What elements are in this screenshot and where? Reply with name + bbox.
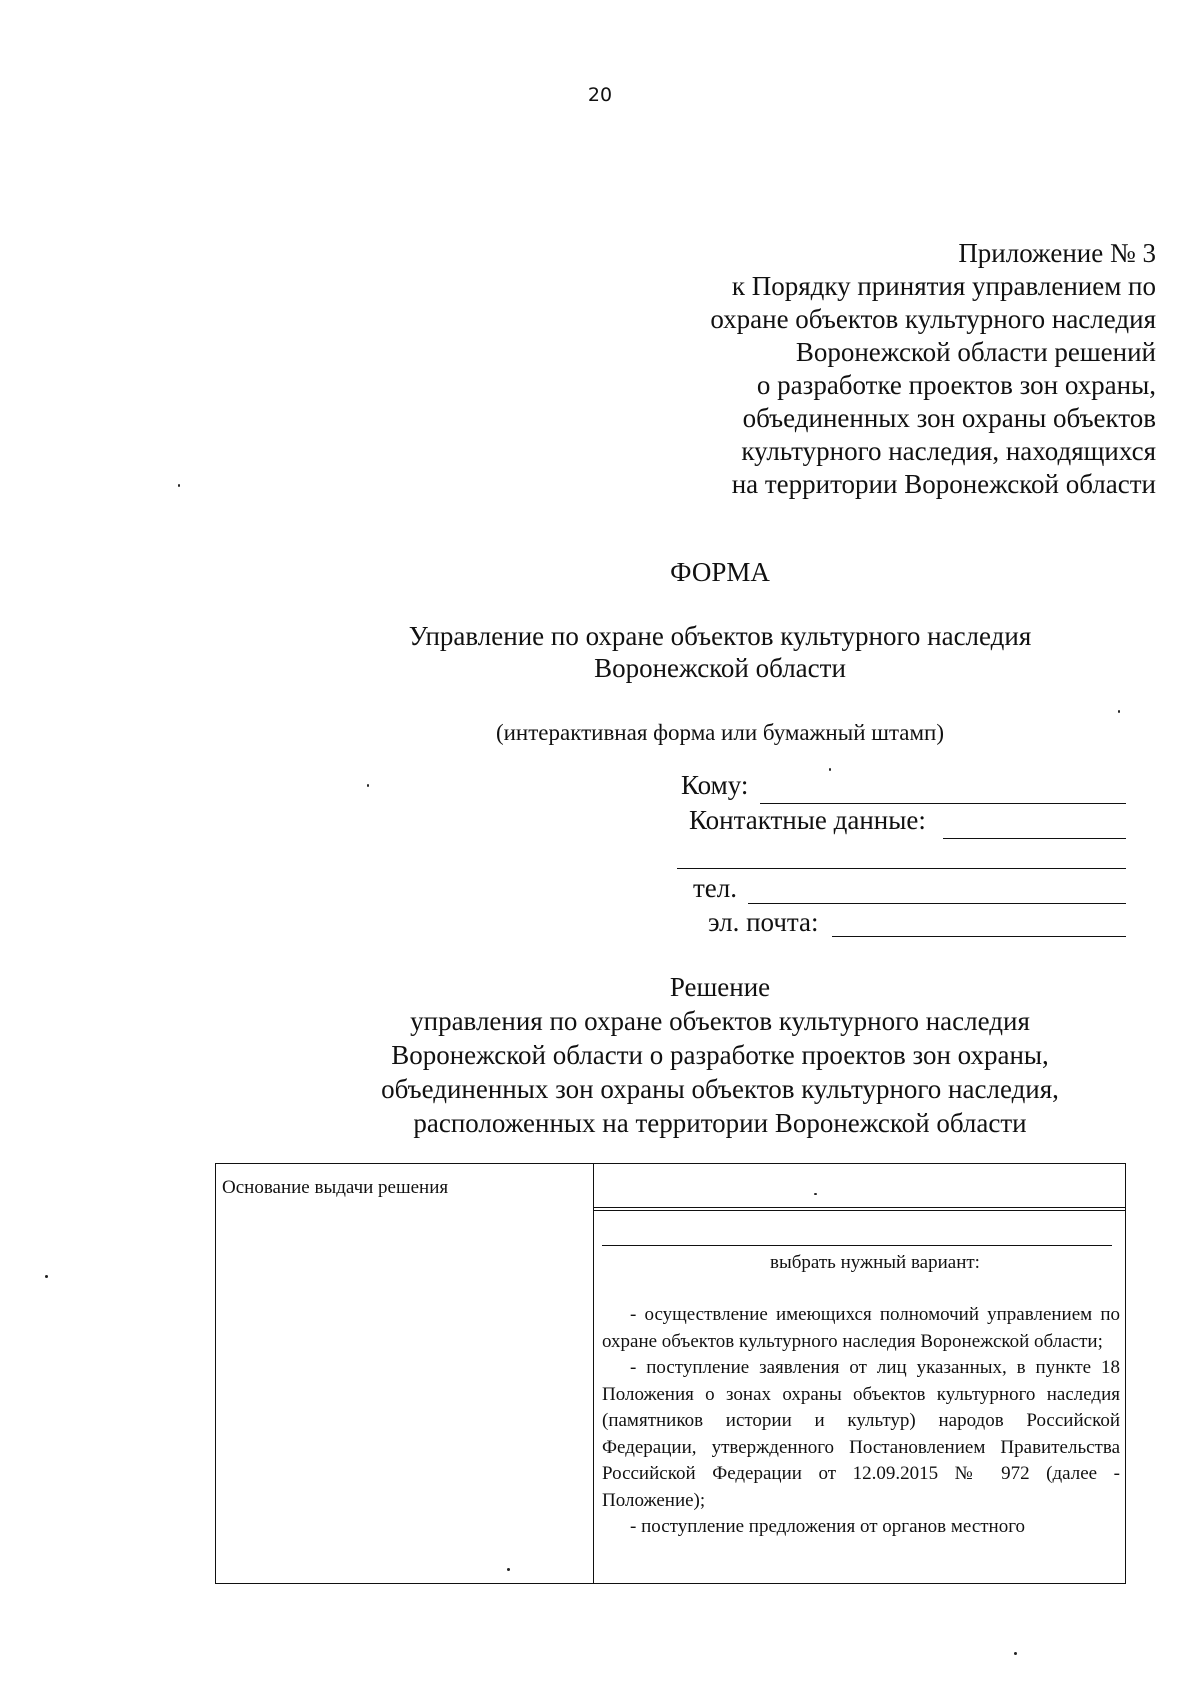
page-number: 20 xyxy=(587,84,613,106)
decision-line: объединенных зон охраны объектов культурного наследия, xyxy=(381,1074,1059,1104)
to-label: Кому: xyxy=(681,770,749,800)
email-label: эл. почта: xyxy=(708,907,819,937)
phone-field[interactable] xyxy=(748,903,1126,904)
email-field[interactable] xyxy=(832,936,1126,937)
scan-speck xyxy=(178,484,180,487)
appendix-line: Приложение № 3 xyxy=(958,238,1156,268)
appendix-line: охране объектов культурного наследия xyxy=(710,304,1156,334)
table-row-divider xyxy=(593,1207,1126,1208)
basis-label: Основание выдачи решения xyxy=(222,1177,449,1198)
scan-speck xyxy=(1118,710,1120,713)
scan-speck xyxy=(829,768,831,771)
appendix-line: объединенных зон охраны объектов xyxy=(742,403,1156,433)
scan-speck xyxy=(507,1568,510,1571)
appendix-line: на территории Воронежской области xyxy=(731,469,1156,499)
choice-hint: выбрать нужный вариант: xyxy=(770,1252,980,1273)
appendix-line: о разработке проектов зон охраны, xyxy=(756,370,1156,400)
decision-title: Решение xyxy=(669,972,771,1002)
scan-speck xyxy=(367,784,369,787)
decision-title-block xyxy=(0,970,1200,1140)
appendix-line: к Порядку принятия управлением по xyxy=(731,271,1156,301)
table-row-divider xyxy=(593,1210,1126,1211)
decision-line: Воронежской области о разработке проектов зон охраны, xyxy=(391,1040,1049,1070)
form-title: ФОРМА xyxy=(670,557,770,587)
to-field[interactable] xyxy=(760,803,1126,804)
appendix-header xyxy=(710,237,1156,501)
contacts-field[interactable] xyxy=(943,838,1126,839)
organization-line: Воронежской области xyxy=(594,653,846,683)
scan-speck xyxy=(814,1193,817,1195)
decision-line: расположенных на территории Воронежской области xyxy=(413,1108,1027,1138)
stamp-note: (интерактивная форма или бумажный штамп) xyxy=(495,720,945,745)
basis-options xyxy=(602,1302,1120,1541)
scan-speck xyxy=(45,1275,48,1278)
basis-option: - поступление предложения от органов местного xyxy=(630,1516,1026,1537)
scan-speck xyxy=(1014,1652,1017,1655)
appendix-line: Воронежской области решений xyxy=(795,337,1156,367)
choice-field[interactable] xyxy=(602,1245,1112,1246)
organization-name xyxy=(0,620,1200,684)
basis-option: - осуществление имеющихся полномочий управлением по охране объектов культурного наследия Воронежской области; xyxy=(602,1304,1120,1352)
basis-option: - поступление заявления от лиц указанных, в пункте 18 Положения о зонах охраны объектов культурного наследия (памятников истории и культур) народов Российской Федерации, утвержденного Постановлением Правительства Российской Федерации от 12.09.2015 № 972 (далее - Положение); xyxy=(602,1357,1120,1511)
appendix-line: культурного наследия, находящихся xyxy=(741,436,1156,466)
table-column-divider xyxy=(593,1163,594,1584)
basis-value-field[interactable] xyxy=(600,1167,1120,1205)
contacts-field-continued[interactable] xyxy=(677,868,1126,869)
decision-line: управления по охране объектов культурного наследия xyxy=(410,1006,1030,1036)
phone-label: тел. xyxy=(693,873,738,903)
organization-line: Управление по охране объектов культурного наследия xyxy=(408,621,1032,651)
contacts-label: Контактные данные: xyxy=(689,805,926,835)
